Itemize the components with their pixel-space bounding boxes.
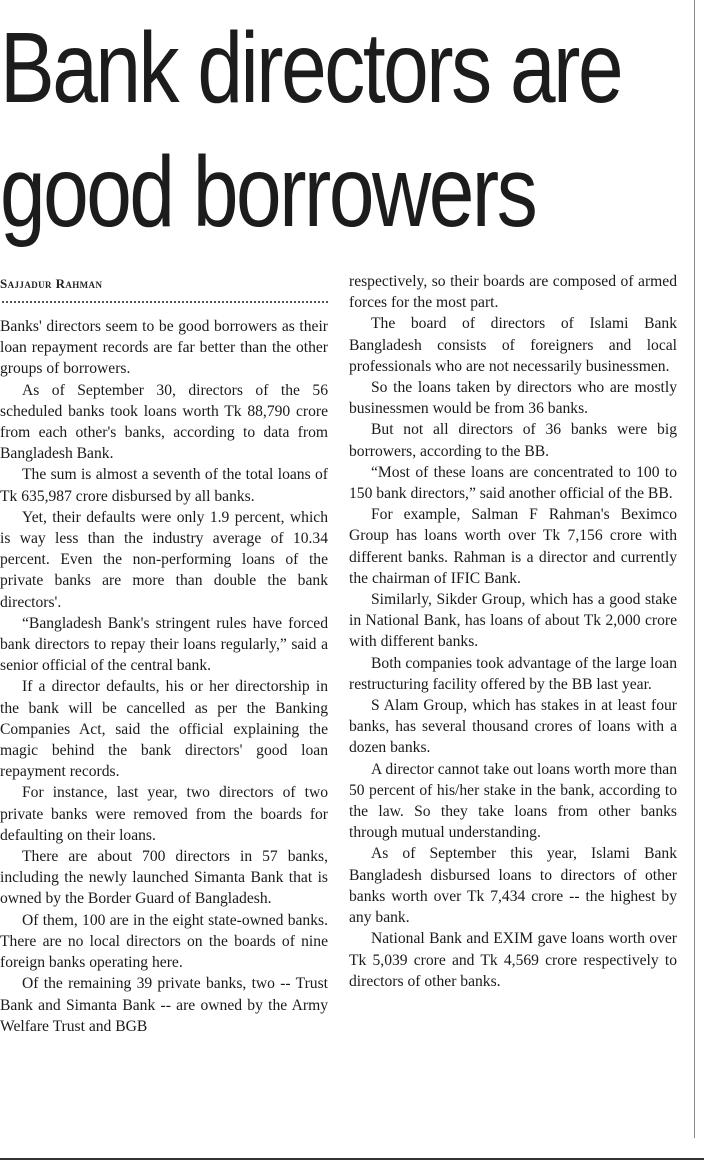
- paragraph: A director cannot take out loans worth more than 50 percent of his/her stake in the bank, according to the law. So they take loans from other banks through mutual understanding.: [349, 760, 677, 842]
- paragraph: But not all directors of 36 banks were big borrowers, according to the BB.: [349, 421, 677, 460]
- column-rule: [694, 0, 695, 1138]
- paragraph: Of them, 100 are in the eight state-owned banks. There are no local directors on the boards of nine foreign banks operating here.: [0, 911, 328, 972]
- paragraph: “Bangladesh Bank's stringent rules have forced bank directors to repay their loans regularly,” said a senior official of the central bank.: [0, 614, 328, 675]
- paragraph: S Alam Group, which has stakes in at least four banks, has several thousand crores of loans with a dozen banks.: [349, 697, 677, 757]
- paragraph: Both companies took advantage of the large loan restructuring facility offered by the BB last year.: [349, 654, 677, 693]
- paragraph: The board of directors of Islami Bank Bangladesh consists of foreigners and local professionals who are not necessarily businessmen.: [349, 315, 677, 375]
- paragraph: respectively, so their boards are composed of armed forces for the most part.: [349, 273, 677, 312]
- paragraph: Banks' directors seem to be good borrowers as their loan repayment records are far better than the other groups of borrowers.: [0, 318, 328, 378]
- paragraph: So the loans taken by directors who are mostly businessmen would be from 36 banks.: [349, 379, 677, 418]
- paragraph: As of September this year, Islami Bank Bangladesh disbursed loans to directors of other banks worth over Tk 7,434 crore -- the highest by any bank.: [349, 845, 677, 927]
- paragraph: If a director defaults, his or her directorship in the bank will be cancelled as per the Banking Companies Act, said the official explaining the magic behind the bank directors' good loan repayment records.: [0, 678, 328, 781]
- paragraph: National Bank and EXIM gave loans worth over Tk 5,039 crore and Tk 4,569 crore respectively to directors of other banks.: [349, 930, 677, 990]
- paragraph: “Most of these loans are concentrated to 100 to 150 bank directors,” said another official of the BB.: [349, 463, 677, 503]
- headline-line-1: Bank directors are: [0, 12, 622, 124]
- paragraph: Similarly, Sikder Group, which has a good stake in National Bank, has loans of about Tk 2,000 crore with different banks.: [349, 591, 677, 651]
- paragraph: There are about 700 directors in 57 banks, including the newly launched Simanta Bank that is owned by the Border Guard of Bangladesh.: [0, 848, 328, 908]
- article-column-2: [349, 271, 677, 992]
- article-column-1: [0, 316, 328, 1037]
- paragraph: Yet, their defaults were only 1.9 percent, which is way less than the industry average of 10.34 percent. Even the non-performing loans of the private banks are more than double the bank directors'.: [0, 508, 328, 611]
- paragraph: As of September 30, directors of the 56 scheduled banks took loans worth Tk 88,790 crore from each other's banks, according to data from Bangladesh Bank.: [0, 381, 328, 463]
- byline-divider: [2, 301, 328, 303]
- headline: [0, 6, 622, 254]
- paragraph: For example, Salman F Rahman's Beximco Group has loans worth over Tk 7,156 crore with different banks. Rahman is a director and currently the chairman of IFIC Bank.: [349, 506, 677, 587]
- paragraph: For instance, last year, two directors of two private banks were removed from the boards for defaulting on their loans.: [0, 784, 328, 844]
- byline: Sajjadur Rahman: [0, 276, 103, 291]
- paragraph: The sum is almost a seventh of the total loans of Tk 635,987 crore disbursed by all banks.: [0, 466, 328, 505]
- paragraph: Of the remaining 39 private banks, two -- Trust Bank and Simanta Bank -- are owned by the Army Welfare Trust and BGB: [0, 975, 328, 1035]
- headline-line-2: good borrowers: [0, 136, 536, 248]
- bottom-rule: [0, 1158, 704, 1160]
